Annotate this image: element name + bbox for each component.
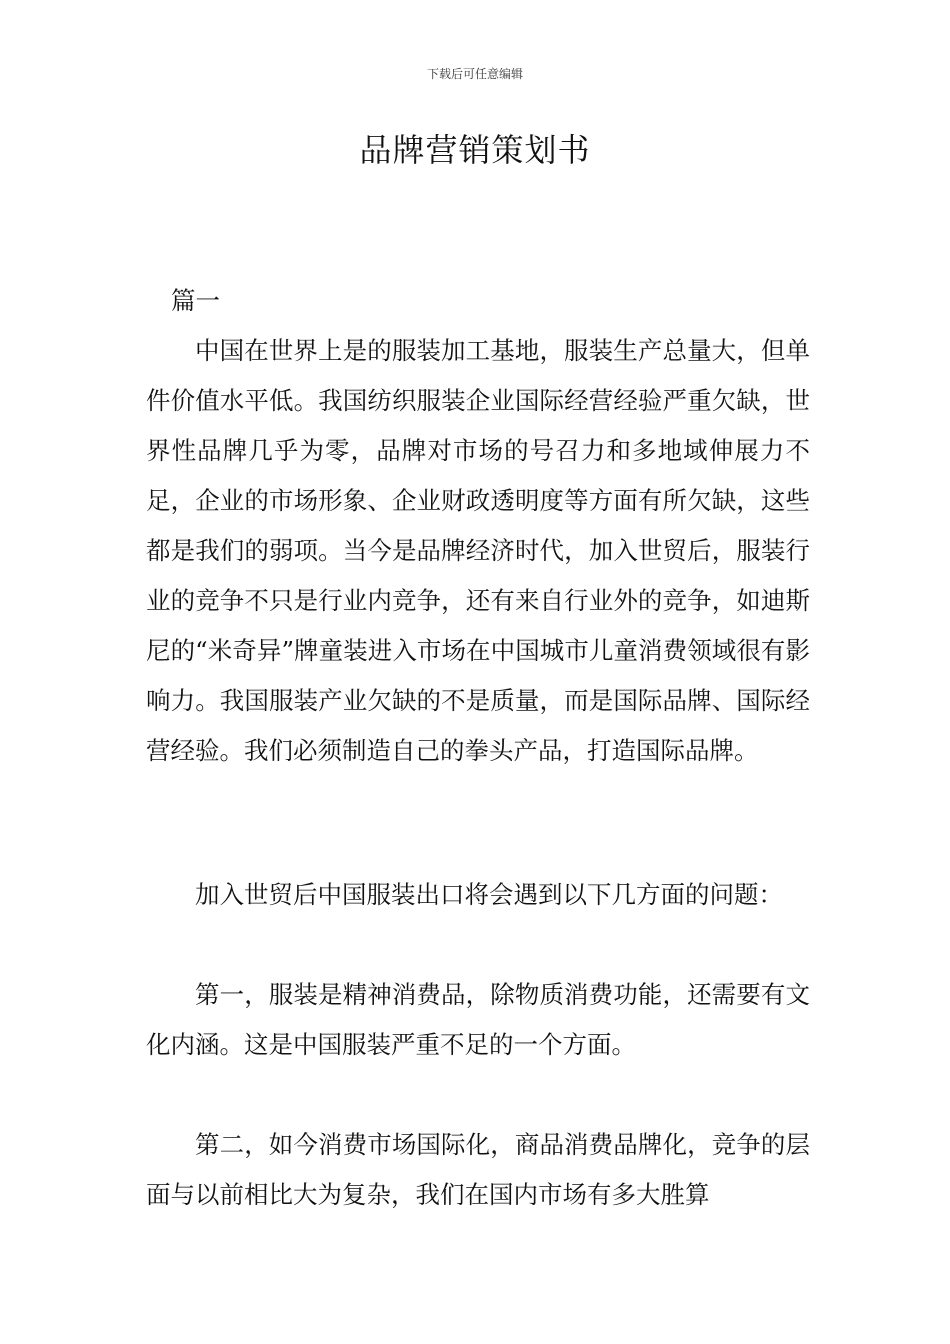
section-label: 篇一 (171, 286, 220, 315)
document-title: 品牌营销策划书 (359, 131, 591, 169)
paragraph-problems-lead: 加入世贸后中国服装出口将会遇到以下几方面的问题： (195, 880, 783, 909)
paragraph-point-one: 第一，服装是精神消费品，除物质消费功能，还需要有文化内涵。这是中国服装严重不足的一个方面。 (146, 980, 810, 1059)
paragraph-point-two: 第二，如今消费市场国际化，商品消费品牌化，竞争的层面与以前相比大为复杂，我们在国内市场有多大胜算 (146, 1130, 810, 1209)
paragraph-intro: 中国在世界上是的服装加工基地，服装生产总量大，但单件价值水平低。我国纺织服装企业国际经营经验严重欠缺，世界性品牌几乎为零，品牌对市场的号召力和多地域伸展力不足，企业的市场形象、企业财政透明度等方面有所欠缺，这些都是我们的弱项。当今是品牌经济时代，加入世贸后，服装行业的竞争不只是行业内竞争，还有来自行业外的竞争，如迪斯尼的“米奇异”牌童装进入市场在中国城市儿童消费领域很有影响力。我国服装产业欠缺的不是质量，而是国际品牌、国际经营经验。我们必须制造自己的拳头产品，打造国际品牌。 (146, 336, 810, 765)
header-note: 下载后可任意编辑 (426, 67, 523, 81)
